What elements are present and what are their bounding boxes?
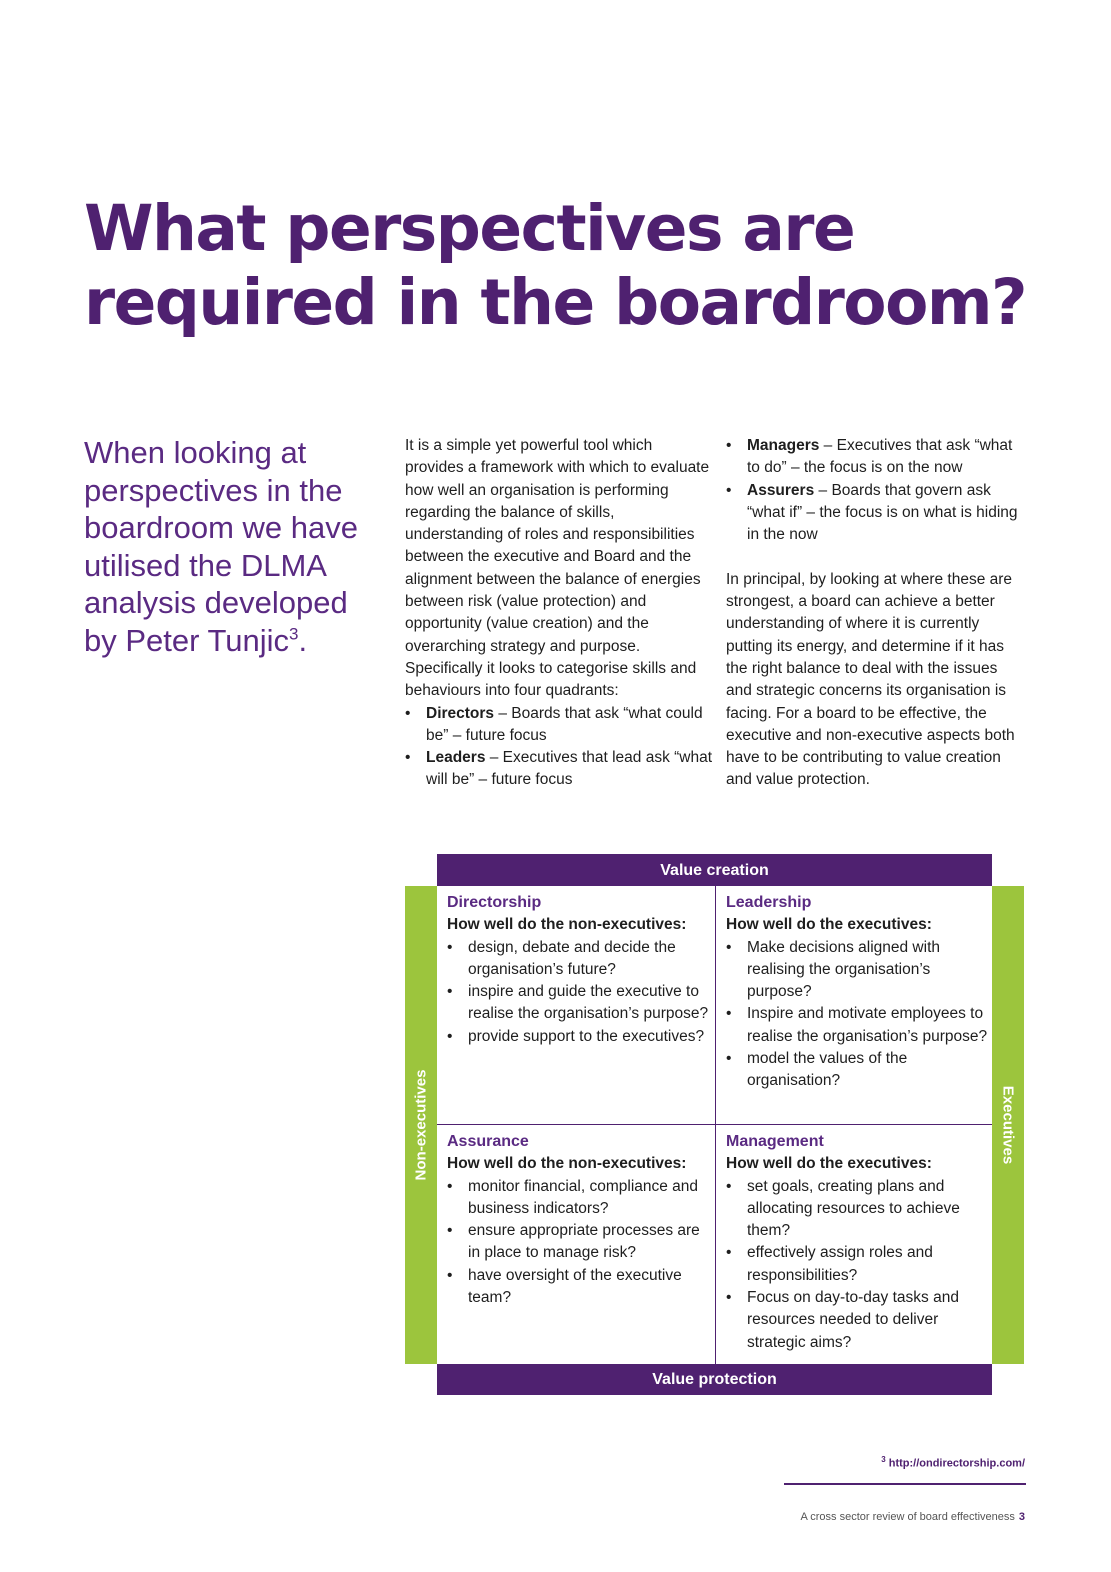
quadrant-heading: Assurance (447, 1133, 529, 1150)
body-column-1 (405, 435, 715, 792)
footnote-number: 3 (881, 1455, 886, 1464)
list-item: • Make decisions aligned with realising the organisation’s purpose? (726, 937, 988, 1004)
list-item: • have oversight of the executive team? (447, 1265, 709, 1310)
list-item: • Focus on day-to-day tasks and resources needed to deliver strategic aims? (726, 1287, 988, 1354)
quadrant-heading: Leadership (726, 894, 812, 911)
list-item-term: Managers (747, 437, 820, 454)
body-paragraph-2: In principal, by looking at where these are strongest, a board can achieve a better understanding of where it is currently putting its energy, and determine if it has the right balance to deal with the issues and strategic concerns its organisation is facing. For a board to be effective, the executive and non-executive aspects both have to be contributing to value creation and value protection. (726, 570, 1015, 789)
grid-divider-horizontal (437, 1124, 992, 1125)
quadrant-items (447, 1176, 709, 1310)
page-title-line-1: What perspectives are (84, 192, 855, 265)
list-item-assurers (726, 480, 1026, 547)
quadrant-subheading: How well do the executives: (726, 916, 932, 934)
quadrant-items (447, 937, 709, 1048)
value-creation-bar: Value creation (437, 854, 992, 886)
list-item-term: Leaders (426, 749, 486, 767)
quadrant-heading: Management (726, 1133, 824, 1150)
quadrant-management (726, 1131, 988, 1354)
quadrant-grid (437, 886, 992, 1364)
list-item-term: Assurers (747, 481, 815, 499)
body-paragraph-1: It is a simple yet powerful tool which provides a framework with which to evaluate how well an organisation is performing regarding the balance of skills, understanding of roles and responsibilities between the executive and Board and the alignment between the balance of energies between risk (value protection) and opportunity (value creation) and the overarching strategy and purpose. Specifically it looks to categorise skills and behaviours into four quadrants: (405, 437, 710, 700)
page-footer (800, 1511, 1025, 1523)
quadrant-subheading: How well do the non-executives: (447, 1155, 687, 1173)
list-item: • ensure appropriate processes are in place to manage risk? (447, 1220, 709, 1265)
quadrant-items (726, 1176, 988, 1354)
spacer (726, 546, 1026, 568)
footnote-link[interactable]: http://ondirectorship.com/ (888, 1457, 1025, 1470)
quadrant-assurance (447, 1131, 709, 1309)
executives-label: Executives (999, 1085, 1017, 1165)
executives-bar (992, 886, 1024, 1364)
list-item-text: – Executives that lead ask “what will be” – future focus (426, 749, 713, 789)
non-executives-bar (405, 886, 437, 1364)
intro-end: . (298, 622, 308, 658)
page-number: 3 (1018, 1511, 1025, 1523)
value-protection-bar: Value protection (437, 1364, 992, 1395)
quadrant-leadership (726, 892, 988, 1093)
quadrant-subheading: How well do the executives: (726, 1155, 932, 1173)
list-item: • effectively assign roles and responsibilities? (726, 1242, 988, 1287)
page-title-line-2: required in the boardroom? (84, 266, 1027, 339)
quadrant-list-2 (726, 435, 1026, 546)
list-item-leaders (405, 747, 715, 792)
quadrant-directorship (447, 892, 709, 1048)
list-item: • inspire and guide the executive to realise the organisation’s purpose? (447, 981, 709, 1026)
list-item: • monitor financial, compliance and business indicators? (447, 1176, 709, 1221)
body-column-2 (726, 435, 1026, 792)
footer-text: A cross sector review of board effectiveness (800, 1511, 1015, 1523)
intro-footnote-ref: 3 (289, 624, 299, 644)
list-item-text: – Boards that ask “what could be” – future focus (426, 704, 703, 744)
page-title (84, 192, 1044, 340)
quadrant-list-1 (405, 703, 715, 792)
list-item-text: – Executives that ask “what to do” – the focus is on the now (747, 437, 1013, 477)
footer-divider (784, 1483, 1026, 1485)
intro-text (84, 434, 384, 659)
list-item: • provide support to the executives? (447, 1026, 709, 1048)
intro-body: When looking at perspectives in the boardroom we have utilised the DLMA analysis developed by Peter Tunjic (84, 435, 358, 658)
quadrant-items (726, 937, 988, 1093)
grid-divider-vertical (715, 886, 716, 1364)
quadrant-subheading: How well do the non-executives: (447, 916, 687, 934)
list-item-directors (405, 703, 715, 748)
list-item: • design, debate and decide the organisation’s future? (447, 937, 709, 982)
list-item-managers (726, 435, 1026, 480)
list-item: • set goals, creating plans and allocating resources to achieve them? (726, 1176, 988, 1243)
list-item-text: – Boards that govern ask “what if” – the focus is on what is hiding in the now (747, 481, 1018, 544)
quadrant-heading: Directorship (447, 894, 542, 911)
list-item: • model the values of the organisation? (726, 1048, 988, 1093)
footnote (881, 1455, 1025, 1470)
list-item: • Inspire and motivate employees to realise the organisation’s purpose? (726, 1003, 988, 1048)
non-executives-label: Non-executives (412, 1069, 430, 1181)
list-item-term: Directors (426, 704, 495, 722)
